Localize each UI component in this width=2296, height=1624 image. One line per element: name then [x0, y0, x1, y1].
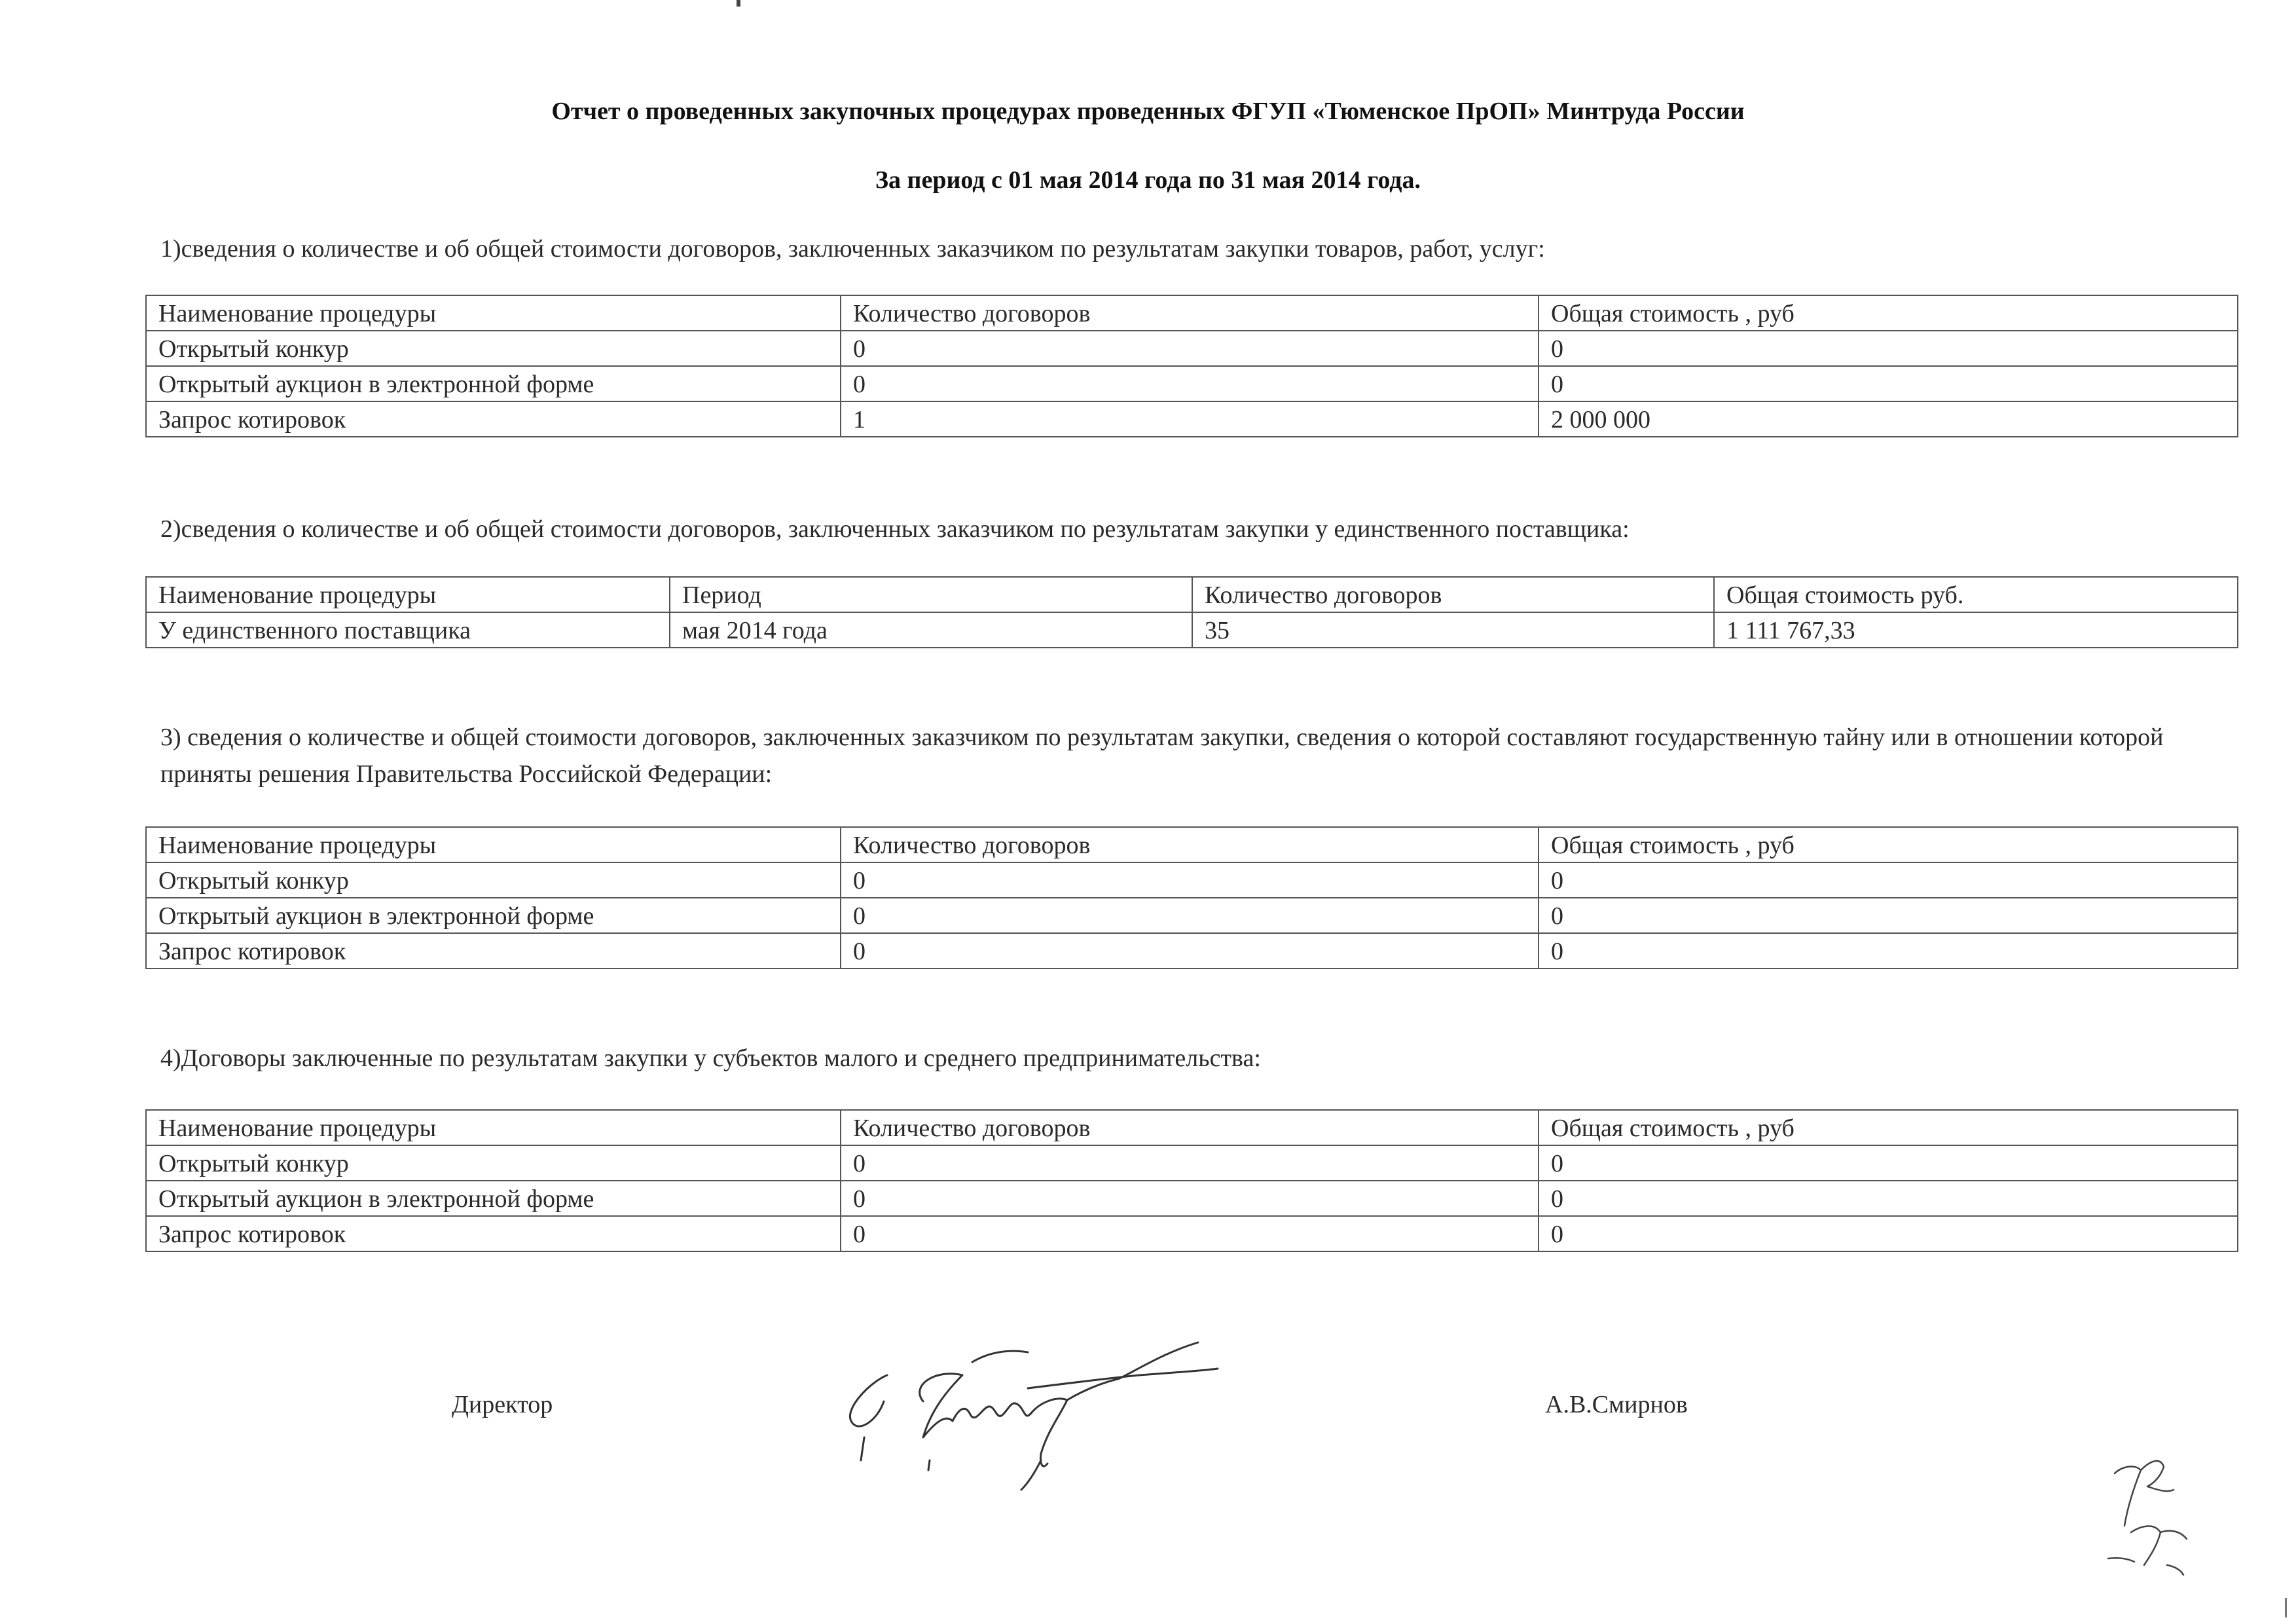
- table-header-row: [146, 295, 2238, 331]
- table-cell: Открытый конкур: [146, 331, 841, 366]
- table-cell: 0: [1539, 1145, 2238, 1181]
- table-header-row: [146, 577, 2238, 612]
- signatory-name: А.В.Смирнов: [1545, 1391, 1688, 1418]
- table-cell: Открытый конкур: [146, 862, 841, 898]
- table-cell: Открытый аукцион в электронной форме: [146, 898, 841, 933]
- header-cell: Количество договоров: [1192, 577, 1714, 612]
- table-cell: Запрос котировок: [146, 933, 841, 969]
- section-4-table: [145, 1109, 2238, 1252]
- header-cell: Наименование процедуры: [146, 577, 670, 612]
- table-cell: 0: [1539, 1216, 2238, 1251]
- header-cell: Общая стоимость руб.: [1714, 577, 2238, 612]
- table-cell: 1: [841, 401, 1539, 437]
- table-header-row: [146, 827, 2238, 862]
- table-cell: 0: [841, 1181, 1539, 1216]
- table-cell: Открытый аукцион в электронной форме: [146, 366, 841, 401]
- table-cell: 35: [1192, 612, 1714, 648]
- table-cell: У единственного поставщика: [146, 612, 670, 648]
- report-title: Отчет о проведенных закупочных процедурах проведенных ФГУП «Тюменское ПрОП» Минтруда России: [551, 98, 1745, 125]
- section-2-heading: 2)сведения о количестве и об общей стоимости договоров, заключенных заказчиком по результатам закупки у единственного поставщика:: [160, 515, 1630, 543]
- table-cell: 0: [1539, 331, 2238, 366]
- table-cell: 0: [841, 933, 1539, 969]
- table-cell: мая 2014 года: [670, 612, 1192, 648]
- table-cell: 0: [1539, 1181, 2238, 1216]
- table-cell: 0: [1539, 933, 2238, 969]
- table-cell: 0: [1539, 862, 2238, 898]
- header-cell: Количество договоров: [841, 295, 1539, 331]
- table-row: [146, 862, 2238, 898]
- header-cell: Наименование процедуры: [146, 1110, 841, 1145]
- table-row: [146, 933, 2238, 969]
- scan-edge-mark: [2285, 1598, 2287, 1617]
- table-cell: 2 000 000: [1539, 401, 2238, 437]
- table-cell: Открытый конкур: [146, 1145, 841, 1181]
- header-cell: Общая стоимость , руб: [1539, 295, 2238, 331]
- table-header-row: [146, 1110, 2238, 1145]
- header-cell: Общая стоимость , руб: [1539, 827, 2238, 862]
- table-cell: Запрос котировок: [146, 1216, 841, 1251]
- handwritten-signature: [831, 1323, 1303, 1493]
- table-cell: 0: [1539, 898, 2238, 933]
- table-row: [146, 401, 2238, 437]
- section-3-table: [145, 826, 2238, 969]
- handwritten-initials: [2095, 1454, 2213, 1585]
- table-row: [146, 366, 2238, 401]
- table-cell: 0: [841, 1216, 1539, 1251]
- table-cell: 0: [841, 898, 1539, 933]
- table-cell: 0: [841, 1145, 1539, 1181]
- header-cell: Наименование процедуры: [146, 827, 841, 862]
- table-row: [146, 1216, 2238, 1251]
- table-row: [146, 1181, 2238, 1216]
- header-cell: Количество договоров: [841, 827, 1539, 862]
- report-period: За период с 01 мая 2014 года по 31 мая 2014 года.: [875, 166, 1421, 194]
- table-row: [146, 612, 2238, 648]
- table-cell: 0: [841, 331, 1539, 366]
- signatory-role: Директор: [452, 1391, 553, 1418]
- header-cell: Количество договоров: [841, 1110, 1539, 1145]
- table-cell: 0: [841, 862, 1539, 898]
- section-3-heading: 3) сведения о количестве и общей стоимости договоров, заключенных заказчиком по результатам закупки, сведения о которой составляют государственную тайну или в отношении которой приняты решения Правительства Российской Федерации:: [160, 724, 2164, 788]
- scan-speck: [737, 0, 740, 7]
- table-cell: 0: [1539, 366, 2238, 401]
- table-row: [146, 898, 2238, 933]
- table-cell: 1 111 767,33: [1714, 612, 2238, 648]
- section-1-heading: 1)сведения о количестве и об общей стоимости договоров, заключенных заказчиком по результатам закупки товаров, работ, услуг:: [160, 235, 1545, 263]
- section-1-table: [145, 295, 2238, 437]
- header-cell: Наименование процедуры: [146, 295, 841, 331]
- table-row: [146, 331, 2238, 366]
- header-cell: Общая стоимость , руб: [1539, 1110, 2238, 1145]
- table-cell: 0: [841, 366, 1539, 401]
- header-cell: Период: [670, 577, 1192, 612]
- section-4-heading: 4)Договоры заключенные по результатам закупки у субъектов малого и среднего предпринимательства:: [160, 1044, 1261, 1072]
- table-cell: Открытый аукцион в электронной форме: [146, 1181, 841, 1216]
- table-cell: Запрос котировок: [146, 401, 841, 437]
- table-row: [146, 1145, 2238, 1181]
- section-2-table: [145, 576, 2238, 648]
